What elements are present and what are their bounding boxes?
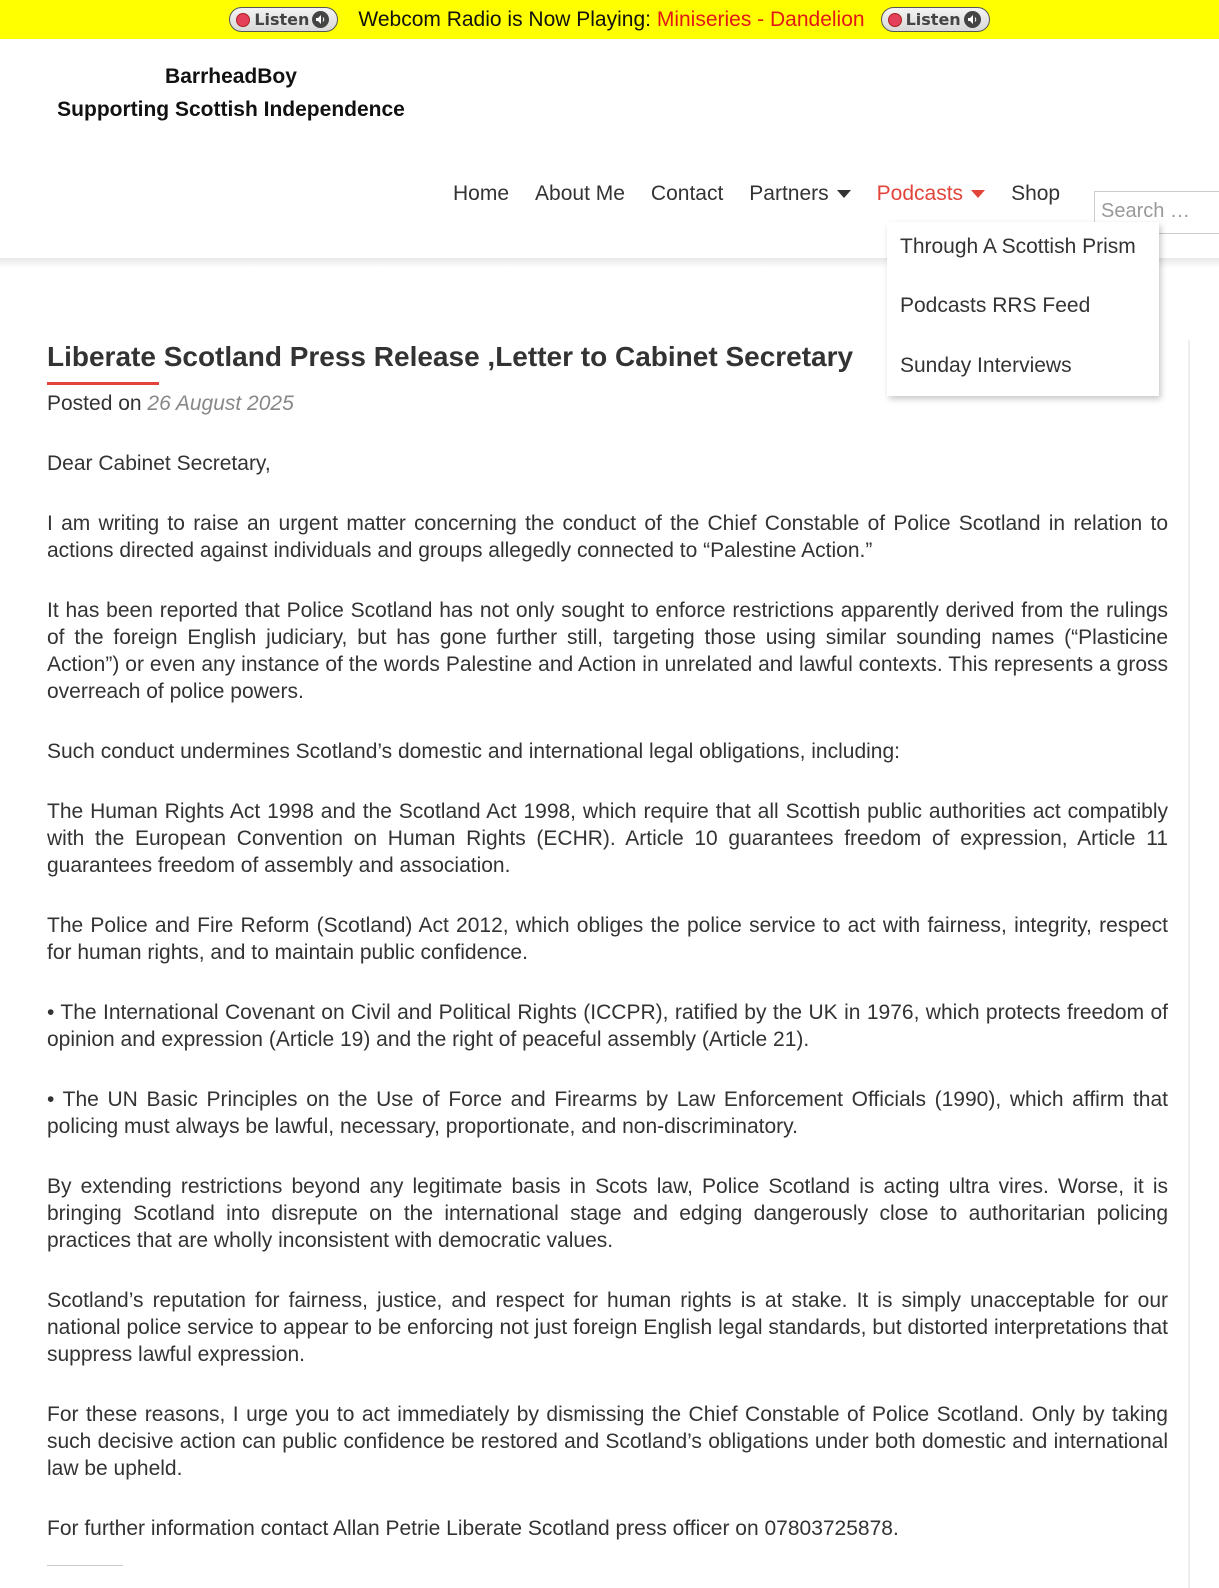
site-tagline: Supporting Scottish Independence — [57, 98, 405, 121]
site-branding[interactable] — [26, 60, 436, 126]
paragraph: Dear Cabinet Secretary, — [47, 452, 271, 475]
speaker-icon — [312, 11, 329, 28]
paragraph: For further information contact Allan Petrie Liberate Scotland press officer on 07803725878. — [47, 1517, 899, 1540]
nav-item-partners[interactable] — [749, 178, 850, 210]
listen-label: Listen — [254, 10, 310, 29]
paragraph: I am writing to raise an urgent matter concerning the conduct of the Chief Constable of Police Scotland in relation to actions directed against individuals and groups allegedly connected to “Palestine Action.” — [47, 512, 1168, 562]
article-title[interactable]: Liberate Scotland Press Release ,Letter to Cabinet Secretary — [47, 341, 854, 372]
paragraph: It has been reported that Police Scotland has not only sought to enforce restrictions apparently derived from the rulings of the foreign English judiciary, but has gone further still, targeting those using similar sounding names (“Plasticine Action”) or even any instance of the words Palestine and Action in unrelated and lawful contexts. This represents a gross overreach of police powers. — [47, 599, 1168, 703]
paragraph: • The UN Basic Principles on the Use of Force and Firearms by Law Enforcement Officials (1990), which affirm that policing must always be lawful, necessary, proportionate, and non-discriminatory. — [47, 1088, 1168, 1138]
search-input[interactable]: Search … — [1094, 191, 1219, 234]
caret-down-icon — [837, 190, 851, 198]
speaker-icon — [964, 11, 981, 28]
nav-item-home[interactable]: Home — [453, 182, 510, 205]
now-playing-text — [358, 8, 864, 32]
now-playing-prefix: Webcom Radio is Now Playing: — [358, 7, 651, 31]
paragraph: • The International Covenant on Civil and Political Rights (ICCPR), ratified by the UK in 1976, which protects freedom of opinion and expression (Article 19) and the right of peaceful assembly (Article 21). — [47, 1001, 1168, 1051]
dropdown-item-podcasts-rss-feed[interactable]: Podcasts RRS Feed — [900, 294, 1091, 317]
record-dot-icon — [236, 13, 250, 27]
paragraph: For these reasons, I urge you to act immediately by dismissing the Chief Constable of Police Scotland. Only by taking such decisive action can public confidence be restored and Scotland’s obligations under both domestic and international law be upheld. — [47, 1403, 1168, 1480]
paragraph: By extending restrictions beyond any legitimate basis in Scots law, Police Scotland is acting ultra vires. Worse, it is bringing Scotland into disrepute on the international stage and edging dangerously close to authoritarian policing practices that are wholly inconsistent with democratic values. — [47, 1175, 1168, 1252]
post-date[interactable]: 26 August 2025 — [147, 392, 294, 415]
nav-item-podcasts-label: Podcasts — [876, 182, 964, 205]
content-divider — [47, 1565, 123, 1566]
title-underline — [47, 382, 159, 385]
nav-item-contact[interactable]: Contact — [650, 182, 724, 205]
dropdown-item-through-a-scottish-prism[interactable]: Through A Scottish Prism — [900, 235, 1136, 258]
nav-item-shop[interactable]: Shop — [1011, 182, 1061, 205]
radio-bar — [0, 0, 1219, 39]
site-title[interactable]: BarrheadBoy — [165, 65, 297, 88]
paragraph: Scotland’s reputation for fairness, justice, and respect for human rights is at stake. It is simply unacceptable for our national police service to appear to be enforcing not just foreign English legal standards, but distorted interpretations that suppress lawful expression. — [47, 1289, 1168, 1366]
nav-item-partners-label: Partners — [749, 182, 829, 205]
listen-button-left[interactable] — [229, 7, 338, 32]
sidebar-divider — [1188, 340, 1190, 1588]
paragraph: The Human Rights Act 1998 and the Scotland Act 1998, which require that all Scottish public authorities act compatibly with the European Convention on Human Rights (ECHR). Article 10 guarantees freedom of expression, Article 11 guarantees freedom of assembly and association. — [47, 800, 1168, 877]
paragraph: Such conduct undermines Scotland’s domestic and international legal obligations, including: — [47, 740, 900, 763]
posted-on-label: Posted on — [47, 392, 142, 415]
nav-item-podcasts[interactable] — [877, 178, 985, 210]
podcasts-dropdown — [887, 222, 1159, 396]
article — [47, 340, 1168, 1566]
dropdown-item-sunday-interviews[interactable]: Sunday Interviews — [900, 354, 1072, 377]
listen-button-right[interactable] — [881, 7, 990, 32]
now-playing-track[interactable]: Miniseries - Dandelion — [656, 7, 865, 31]
listen-label: Listen — [905, 10, 961, 29]
article-body — [47, 450, 1168, 1566]
record-dot-icon — [888, 13, 902, 27]
nav-item-about-me[interactable]: About Me — [535, 182, 625, 205]
paragraph: The Police and Fire Reform (Scotland) Act 2012, which obliges the police service to act with fairness, integrity, respect for human rights, and to maintain public confidence. — [47, 914, 1168, 964]
main-navigation — [440, 178, 1073, 210]
caret-down-icon — [971, 190, 985, 198]
